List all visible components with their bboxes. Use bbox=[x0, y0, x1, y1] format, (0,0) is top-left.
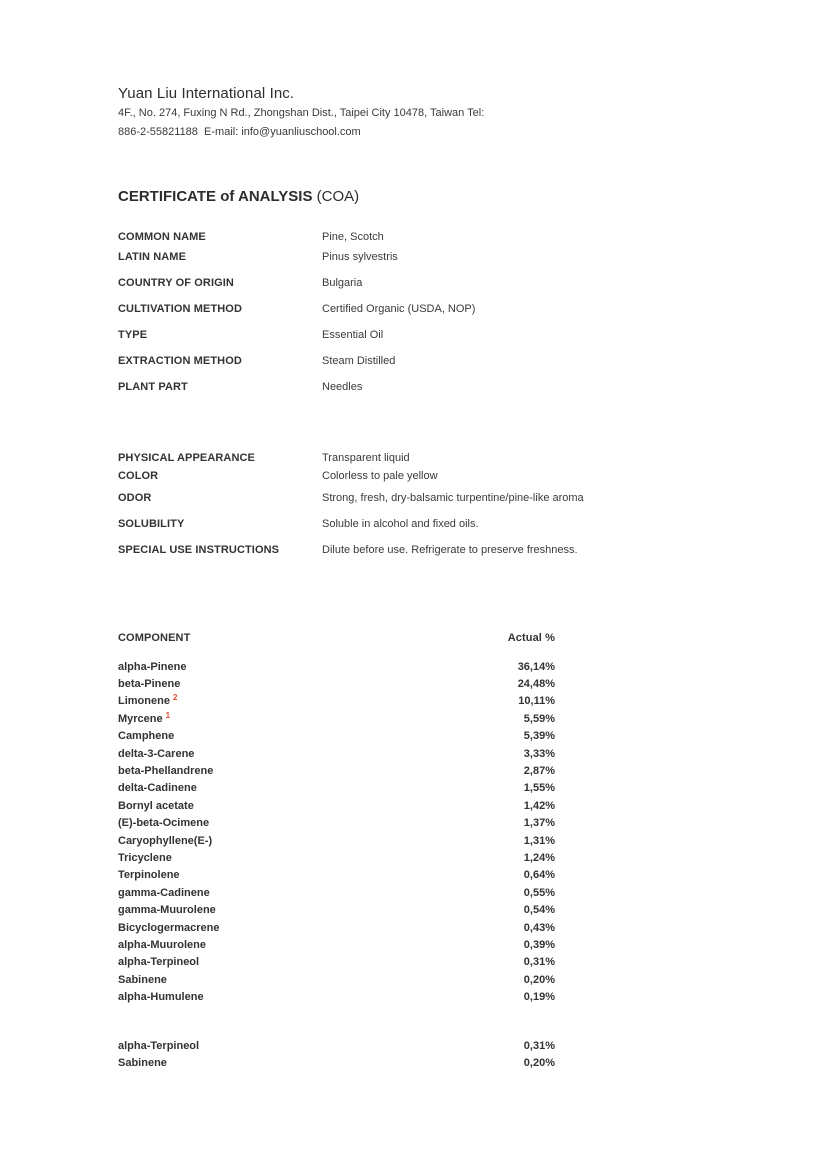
component-name-text: Tricyclene bbox=[118, 851, 172, 864]
info-row bbox=[118, 249, 678, 266]
field-label: CULTIVATION METHOD bbox=[118, 303, 243, 315]
company-address bbox=[118, 104, 484, 141]
component-row bbox=[118, 972, 555, 989]
info-row bbox=[118, 379, 678, 396]
component-row bbox=[118, 763, 555, 780]
field-value: Dilute before use. Refrigerate to preserve freshness. bbox=[322, 544, 578, 556]
document-title-main: CERTIFICATE of ANALYSIS bbox=[118, 188, 313, 205]
field-value: Bulgaria bbox=[322, 277, 363, 289]
components-extra-rows bbox=[118, 1038, 555, 1072]
address-line-1: 4F., No. 274, Fuxing N Rd., Zhongshan Dist., Taipei City 10478, Taiwan Tel: bbox=[118, 107, 485, 119]
field-label: LATIN NAME bbox=[118, 251, 187, 263]
component-name-text: Bicyclogermacrene bbox=[118, 921, 220, 934]
component-actual-percent: 36,14% bbox=[517, 660, 555, 673]
component-row bbox=[118, 659, 555, 676]
component-row bbox=[118, 728, 555, 745]
component-name bbox=[118, 798, 194, 815]
component-name bbox=[118, 989, 204, 1006]
field-value: Transparent liquid bbox=[322, 452, 410, 464]
component-actual-percent: 0,55% bbox=[523, 886, 555, 899]
component-name-text: alpha-Muurolene bbox=[118, 939, 207, 951]
component-name bbox=[118, 711, 170, 728]
component-name bbox=[118, 728, 174, 745]
component-name bbox=[118, 902, 216, 919]
component-name-text: delta-3-Carene bbox=[118, 747, 195, 760]
info-row bbox=[118, 516, 738, 533]
info-row bbox=[118, 468, 738, 485]
component-actual-percent: 0,64% bbox=[523, 869, 555, 882]
component-name-text: Terpinolene bbox=[118, 869, 180, 882]
component-actual-percent: 5,39% bbox=[523, 730, 555, 743]
components-rows bbox=[118, 659, 555, 1007]
component-actual-percent: 0,39% bbox=[523, 939, 555, 951]
component-row bbox=[118, 937, 555, 954]
component-row bbox=[118, 780, 555, 797]
field-value: Soluble in alcohol and fixed oils. bbox=[322, 518, 479, 530]
field-label: SOLUBILITY bbox=[118, 518, 185, 530]
component-row bbox=[118, 885, 555, 902]
component-row bbox=[118, 850, 555, 867]
info-row bbox=[118, 229, 678, 246]
component-row bbox=[118, 693, 555, 710]
component-name bbox=[118, 920, 220, 937]
info-row bbox=[118, 301, 678, 318]
component-name-text: Bornyl acetate bbox=[118, 799, 194, 812]
info-row bbox=[118, 490, 738, 507]
field-value: Pine, Scotch bbox=[322, 231, 384, 243]
component-row bbox=[118, 1055, 555, 1072]
component-footnote-superscript: 2 bbox=[172, 693, 178, 703]
field-label: COMMON NAME bbox=[118, 231, 206, 243]
component-name-text: Limonene bbox=[118, 695, 170, 708]
field-label: PHYSICAL APPEARANCE bbox=[118, 452, 255, 464]
component-row bbox=[118, 1038, 555, 1055]
component-name bbox=[118, 954, 199, 971]
component-name-text: beta-Phellandrene bbox=[118, 764, 214, 777]
component-actual-percent: 0,20% bbox=[523, 973, 555, 986]
component-actual-percent: 1,55% bbox=[523, 782, 555, 795]
field-label: ODOR bbox=[118, 492, 152, 504]
component-name bbox=[118, 693, 177, 710]
company-name: Yuan Liu International Inc. bbox=[118, 85, 295, 102]
component-name-text: Sabinene bbox=[118, 973, 167, 986]
component-name bbox=[118, 972, 167, 989]
component-actual-percent: 1,37% bbox=[523, 817, 555, 830]
field-label: EXTRACTION METHOD bbox=[118, 355, 242, 367]
component-name-text: gamma-Muurolene bbox=[118, 904, 216, 917]
component-name-text: alpha-Terpineol bbox=[118, 956, 200, 969]
component-name bbox=[118, 867, 180, 884]
component-footnote-superscript: 1 bbox=[165, 710, 171, 720]
info-row bbox=[118, 450, 738, 467]
component-name bbox=[118, 676, 180, 693]
field-value: Steam Distilled bbox=[322, 355, 396, 367]
component-name-text: Sabinene bbox=[118, 1057, 167, 1069]
field-value: Pinus sylvestris bbox=[322, 251, 398, 263]
component-row bbox=[118, 676, 555, 693]
component-row bbox=[118, 711, 555, 728]
component-actual-percent: 0,31% bbox=[523, 956, 555, 969]
component-actual-percent: 0,43% bbox=[523, 921, 555, 934]
characteristics-section bbox=[118, 450, 738, 559]
document-title bbox=[118, 187, 359, 206]
info-row bbox=[118, 327, 678, 344]
field-value: Certified Organic (USDA, NOP) bbox=[322, 303, 476, 315]
field-label: TYPE bbox=[118, 329, 148, 341]
field-label: PLANT PART bbox=[118, 381, 188, 393]
actual-percent-column-header: Actual % bbox=[507, 632, 555, 644]
component-name-text: alpha-Pinene bbox=[118, 660, 187, 673]
component-name-text: Camphene bbox=[118, 730, 175, 743]
component-name bbox=[118, 937, 206, 954]
component-name bbox=[118, 746, 194, 763]
component-actual-percent: 10,11% bbox=[518, 695, 555, 708]
component-name bbox=[118, 1038, 199, 1055]
address-line-2: 886-2-55821188 E-mail: info@yuanliuschool.com bbox=[118, 125, 361, 138]
field-value: Essential Oil bbox=[322, 329, 384, 341]
component-name bbox=[118, 1055, 167, 1072]
component-name bbox=[118, 659, 186, 676]
component-name bbox=[118, 885, 210, 902]
info-row bbox=[118, 542, 738, 559]
component-row bbox=[118, 954, 555, 971]
component-actual-percent: 1,42% bbox=[523, 799, 555, 812]
components-table-header bbox=[118, 630, 555, 647]
component-actual-percent: 0,54% bbox=[523, 904, 555, 917]
component-name-text: Myrcene bbox=[118, 712, 163, 725]
component-actual-percent: 0,31% bbox=[523, 1040, 555, 1052]
field-value: Needles bbox=[322, 381, 363, 393]
component-name-text: alpha-Terpineol bbox=[118, 1040, 200, 1052]
component-actual-percent: 1,24% bbox=[523, 851, 555, 864]
component-actual-percent: 5,59% bbox=[523, 712, 555, 725]
component-actual-percent: 1,31% bbox=[523, 834, 555, 847]
component-actual-percent: 2,87% bbox=[523, 764, 555, 777]
field-label: SPECIAL USE INSTRUCTIONS bbox=[118, 544, 280, 556]
component-name-text: delta-Cadinene bbox=[118, 782, 197, 795]
component-row bbox=[118, 867, 555, 884]
field-value: Colorless to pale yellow bbox=[322, 470, 438, 482]
info-row bbox=[118, 353, 678, 370]
component-row bbox=[118, 798, 555, 815]
component-row bbox=[118, 989, 555, 1006]
component-name-text: (E)-beta-Ocimene bbox=[118, 817, 210, 830]
component-row bbox=[118, 815, 555, 832]
component-name bbox=[118, 850, 172, 867]
component-name bbox=[118, 780, 197, 797]
info-row bbox=[118, 275, 678, 292]
component-actual-percent: 0,20% bbox=[523, 1057, 555, 1069]
component-actual-percent: 24,48% bbox=[517, 677, 555, 690]
field-label: COUNTRY OF ORIGIN bbox=[118, 277, 234, 289]
component-row bbox=[118, 833, 555, 850]
component-row bbox=[118, 920, 555, 937]
component-actual-percent: 3,33% bbox=[523, 747, 555, 760]
components-table bbox=[118, 630, 555, 1007]
component-column-header: COMPONENT bbox=[118, 632, 191, 644]
component-name-text: beta-Pinene bbox=[118, 677, 181, 690]
field-value: Strong, fresh, dry-balsamic turpentine/pine-like aroma bbox=[322, 492, 584, 504]
component-actual-percent: 0,19% bbox=[523, 991, 555, 1004]
component-name bbox=[118, 815, 209, 832]
component-name-text: alpha-Humulene bbox=[118, 991, 204, 1004]
component-row bbox=[118, 746, 555, 763]
component-name-text: Caryophyllene(E-) bbox=[118, 834, 213, 847]
component-name bbox=[118, 763, 213, 780]
field-label: COLOR bbox=[118, 470, 159, 482]
document-title-suffix: (COA) bbox=[312, 188, 360, 205]
component-name bbox=[118, 833, 212, 850]
component-name-text: gamma-Cadinene bbox=[118, 886, 210, 899]
component-row bbox=[118, 902, 555, 919]
product-info-section bbox=[118, 229, 678, 396]
